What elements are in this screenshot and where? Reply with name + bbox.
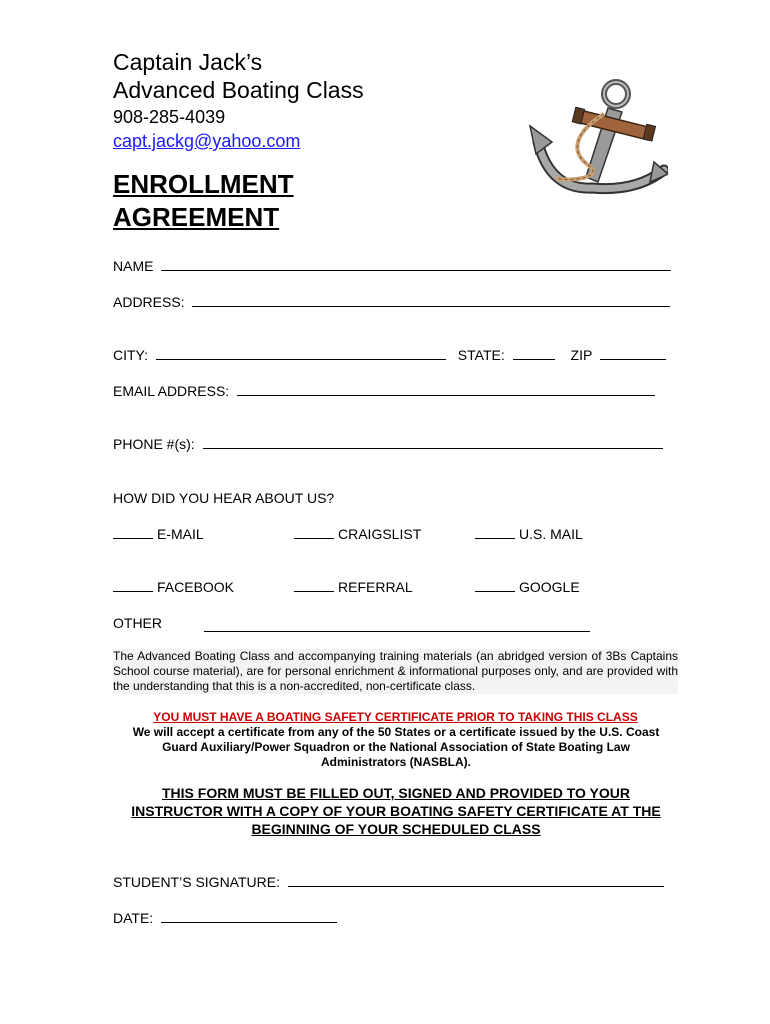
city-label: CITY: <box>113 347 149 363</box>
option-craigslist[interactable]: CRAIGSLIST <box>294 526 421 542</box>
phone-label: PHONE #(s): <box>113 436 195 452</box>
date-row <box>113 910 337 926</box>
email-link[interactable]: capt.jackg@yahoo.com <box>113 131 301 151</box>
disclaimer-paragraph: The Advanced Boating Class and accompanying training materials (an abridged version of 3Bs Captains School course material), are for personal enrichment & informational purposes only, and are provided with the understanding that this is a non-accredited, non-certificate class. <box>113 649 678 693</box>
other-label: OTHER <box>113 615 162 631</box>
name-row <box>113 258 671 274</box>
address-label: ADDRESS: <box>113 294 185 310</box>
phone-number: 908-285-4039 <box>113 107 226 127</box>
name-label: NAME <box>113 258 154 274</box>
zip-input-line[interactable] <box>600 347 666 360</box>
heading-line-2: AGREEMENT <box>113 202 280 232</box>
state-input-line[interactable] <box>513 347 555 360</box>
option-blank[interactable] <box>475 526 515 539</box>
name-input-line[interactable] <box>161 258 671 271</box>
email-input-line[interactable] <box>237 383 655 396</box>
option-referral[interactable]: REFERRAL <box>294 579 413 595</box>
instruction-text: THIS FORM MUST BE FILLED OUT, SIGNED AND PROVIDED TO YOUR INSTRUCTOR WITH A COPY OF YOUR BOATING SAFETY CERTIFICATE AT THE BEGINNING OF YOUR SCHEDULED CLASS <box>131 785 661 837</box>
phone-row <box>113 436 663 452</box>
hear-question: HOW DID YOU HEAR ABOUT US? <box>113 490 335 506</box>
option-us-mail[interactable]: U.S. MAIL <box>475 526 583 542</box>
other-input-line[interactable] <box>204 619 590 632</box>
signature-input-line[interactable] <box>288 874 664 887</box>
email-row <box>113 383 655 399</box>
signature-row <box>113 874 664 890</box>
business-name: Captain Jack’s <box>113 49 263 75</box>
city-row <box>113 347 666 363</box>
signature-label: STUDENT’S SIGNATURE: <box>113 874 280 890</box>
date-input-line[interactable] <box>161 910 337 923</box>
option-blank[interactable] <box>113 526 153 539</box>
option-email[interactable]: E-MAIL <box>113 526 204 542</box>
anchor-icon <box>528 70 668 205</box>
option-facebook[interactable]: FACEBOOK <box>113 579 234 595</box>
email-label: EMAIL ADDRESS: <box>113 383 230 399</box>
city-input-line[interactable] <box>156 347 446 360</box>
class-name: Advanced Boating Class <box>113 77 364 103</box>
option-google[interactable]: GOOGLE <box>475 579 580 595</box>
state-label: STATE: <box>457 347 505 363</box>
option-blank[interactable] <box>294 526 334 539</box>
address-input-line[interactable] <box>192 294 670 307</box>
certificate-detail: We will accept a certificate from any of the 50 States or a certificate issued by the U.S. Coast Guard Auxiliary/Power Squadron or the National Association of State Boating Law Administrators (NASBLA). <box>132 725 660 769</box>
option-blank[interactable] <box>294 579 334 592</box>
zip-label: ZIP <box>570 347 593 363</box>
option-blank[interactable] <box>475 579 515 592</box>
date-label: DATE: <box>113 910 154 926</box>
certificate-warning: YOU MUST HAVE A BOATING SAFETY CERTIFICATE PRIOR TO TAKING THIS CLASS <box>153 710 638 724</box>
heading-line-1: ENROLLMENT <box>113 169 294 199</box>
option-blank[interactable] <box>113 579 153 592</box>
address-row <box>113 294 670 310</box>
phone-input-line[interactable] <box>203 436 663 449</box>
